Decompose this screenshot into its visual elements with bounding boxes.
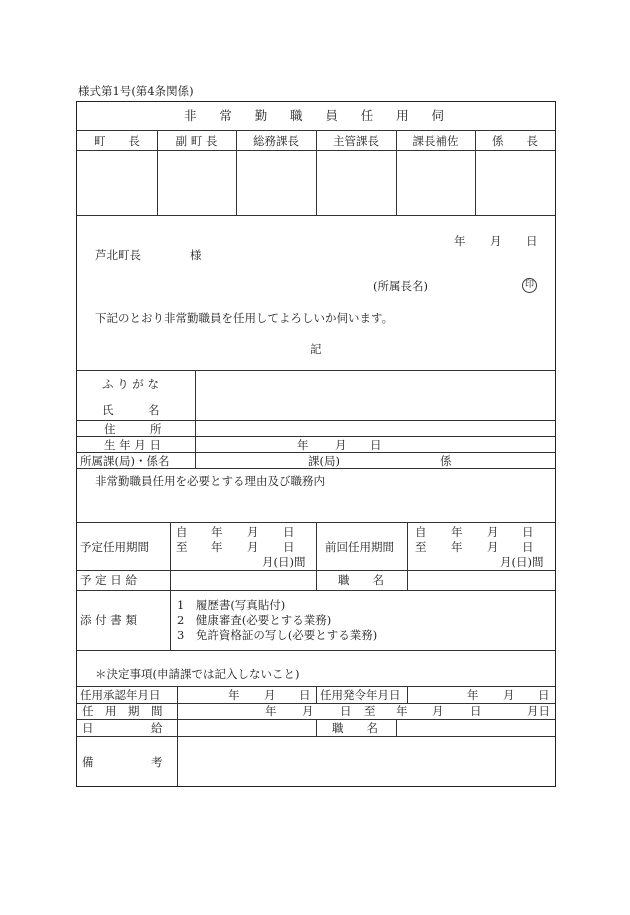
rule xyxy=(77,468,555,469)
rule xyxy=(316,719,317,736)
reason-field[interactable] xyxy=(78,490,554,521)
birth-year: 年 xyxy=(297,438,309,452)
decision-period-label: 任 用 期 間 xyxy=(82,704,163,718)
title-char: 常 xyxy=(219,108,232,123)
rule xyxy=(77,215,555,216)
addressee: 芦北町長 xyxy=(95,248,141,262)
stamp-box-deputy-mayor[interactable] xyxy=(158,151,235,214)
furigana-label: ふ り が な xyxy=(102,377,159,391)
prev-from-month: 月 xyxy=(487,525,499,539)
title-char: 伺 xyxy=(431,108,444,123)
seal-icon: 印 xyxy=(522,278,537,293)
decision-job-title-label: 職 名 xyxy=(332,721,378,735)
address-field[interactable] xyxy=(196,421,554,435)
issue-year: 年 xyxy=(467,688,479,702)
rule xyxy=(316,522,317,590)
prev-to-month: 月 xyxy=(487,540,499,554)
stamp-box-mayor[interactable] xyxy=(78,151,156,214)
form-title xyxy=(184,109,444,123)
remarks-field[interactable] xyxy=(178,737,554,785)
title-char: 員 xyxy=(325,108,338,123)
addressee-suffix: 様 xyxy=(190,248,202,262)
period-to-year: 年 xyxy=(211,540,223,554)
decision-period-part: 日 xyxy=(340,704,352,718)
period-to-day: 日 xyxy=(283,540,295,554)
stamp-box-section-chief[interactable] xyxy=(476,151,554,214)
prev-from-label: 自 xyxy=(415,525,427,539)
stamp-box-general-affairs[interactable] xyxy=(237,151,315,214)
furigana-field[interactable] xyxy=(196,371,554,395)
dept-kakari: 係 xyxy=(440,454,452,468)
decision-period-part: 月 xyxy=(302,704,314,718)
rule xyxy=(77,650,555,651)
approval-section-chief: 係 長 xyxy=(492,134,538,148)
period-label: 予定任用期間 xyxy=(80,540,149,554)
stamp-box-assistant-head[interactable] xyxy=(397,151,474,214)
decision-period-part: 年 xyxy=(265,704,277,718)
date-month: 月 xyxy=(490,234,502,248)
approval-general-affairs: 総務課長 xyxy=(253,134,299,148)
title-char: 任 xyxy=(360,108,374,123)
prev-from-day: 日 xyxy=(522,525,534,539)
title-char: 用 xyxy=(396,108,409,123)
approval-day: 日 xyxy=(299,688,311,702)
attachment-item: 2 健康審査(必要とする業務) xyxy=(177,613,332,627)
birth-day: 日 xyxy=(370,438,382,452)
daily-wage-field[interactable] xyxy=(171,571,315,589)
name-label: 氏 名 xyxy=(102,403,160,417)
job-title-field[interactable] xyxy=(408,571,554,589)
decision-period-part: 至 xyxy=(364,704,376,718)
date-day: 日 xyxy=(526,234,538,248)
title-char: 勤 xyxy=(254,108,268,123)
decision-period-part: 日 xyxy=(470,704,482,718)
dept-label: 所属課(局)・係名 xyxy=(80,454,170,468)
period-from-label: 自 xyxy=(176,525,188,539)
rule xyxy=(77,436,555,437)
decision-wage-label: 日 給 xyxy=(82,721,163,735)
rule xyxy=(77,590,555,591)
period-days: 月(日)間 xyxy=(262,555,306,569)
ki-label: 記 xyxy=(310,342,322,356)
rule xyxy=(316,686,317,703)
form-number-label: 様式第1号(第4条関係) xyxy=(78,84,194,98)
prev-period-label: 前回任用期間 xyxy=(325,540,394,554)
prev-to-label: 至 xyxy=(415,540,427,554)
birth-label: 生 年 月 日 xyxy=(104,438,161,452)
decision-period-part: 月 xyxy=(432,704,444,718)
approval-deputy-mayor: 副 町 長 xyxy=(175,134,218,148)
birth-month: 月 xyxy=(335,438,347,452)
reason-label: 非常勤職員任用を必要とする理由及び職務内 xyxy=(95,474,325,488)
name-field[interactable] xyxy=(196,395,554,419)
prev-to-day: 日 xyxy=(522,540,534,554)
remarks-label: 備 考 xyxy=(82,755,163,769)
stamp-box-department-head[interactable] xyxy=(317,151,395,214)
daily-wage-label: 予 定 日 給 xyxy=(80,573,137,587)
rule xyxy=(77,452,555,453)
approval-assistant-head: 課長補佐 xyxy=(412,134,459,148)
prev-period-days: 月(日)間 xyxy=(500,555,544,569)
decision-heading: ＊決定事項(申請課では記入しないこと) xyxy=(95,667,300,681)
attachments-label: 添 付 書 類 xyxy=(80,613,137,627)
prev-from-year: 年 xyxy=(451,525,463,539)
decision-job-title-field[interactable] xyxy=(397,720,554,735)
approval-department-head: 主管課長 xyxy=(333,134,379,148)
approval-mayor: 町 長 xyxy=(94,134,140,148)
approval-year: 年 xyxy=(228,688,240,702)
address-label: 住 所 xyxy=(104,422,162,436)
issue-day: 日 xyxy=(538,688,550,702)
issue-date-label: 任用発令年月日 xyxy=(320,688,401,702)
title-char: 非 xyxy=(184,108,197,123)
date-year: 年 xyxy=(454,234,466,248)
attachment-item: 1 履歴書(写真貼付) xyxy=(177,598,286,612)
period-to-label: 至 xyxy=(176,540,188,554)
decision-period-part: 月日 xyxy=(527,704,550,718)
decision-period-part: 年 xyxy=(396,704,408,718)
period-from-year: 年 xyxy=(211,525,223,539)
request-text: 下記のとおり非常勤職員を任用してよろしいか伺います。 xyxy=(95,311,394,325)
prev-to-year: 年 xyxy=(451,540,463,554)
period-to-month: 月 xyxy=(247,540,259,554)
approval-month: 月 xyxy=(264,688,276,702)
decision-wage-field[interactable] xyxy=(178,720,315,735)
title-char: 職 xyxy=(290,108,303,123)
period-from-day: 日 xyxy=(283,525,295,539)
job-title-label: 職 名 xyxy=(338,573,384,587)
rule xyxy=(407,686,408,703)
approval-date-label: 任用承認年月日 xyxy=(80,688,161,702)
attachment-item: 3 免許資格証の写し(必要とする業務) xyxy=(177,628,378,642)
dept-ka: 課(局) xyxy=(308,454,340,468)
period-from-month: 月 xyxy=(247,525,259,539)
dept-head-label: (所属長名) xyxy=(373,279,428,293)
issue-month: 月 xyxy=(503,688,515,702)
